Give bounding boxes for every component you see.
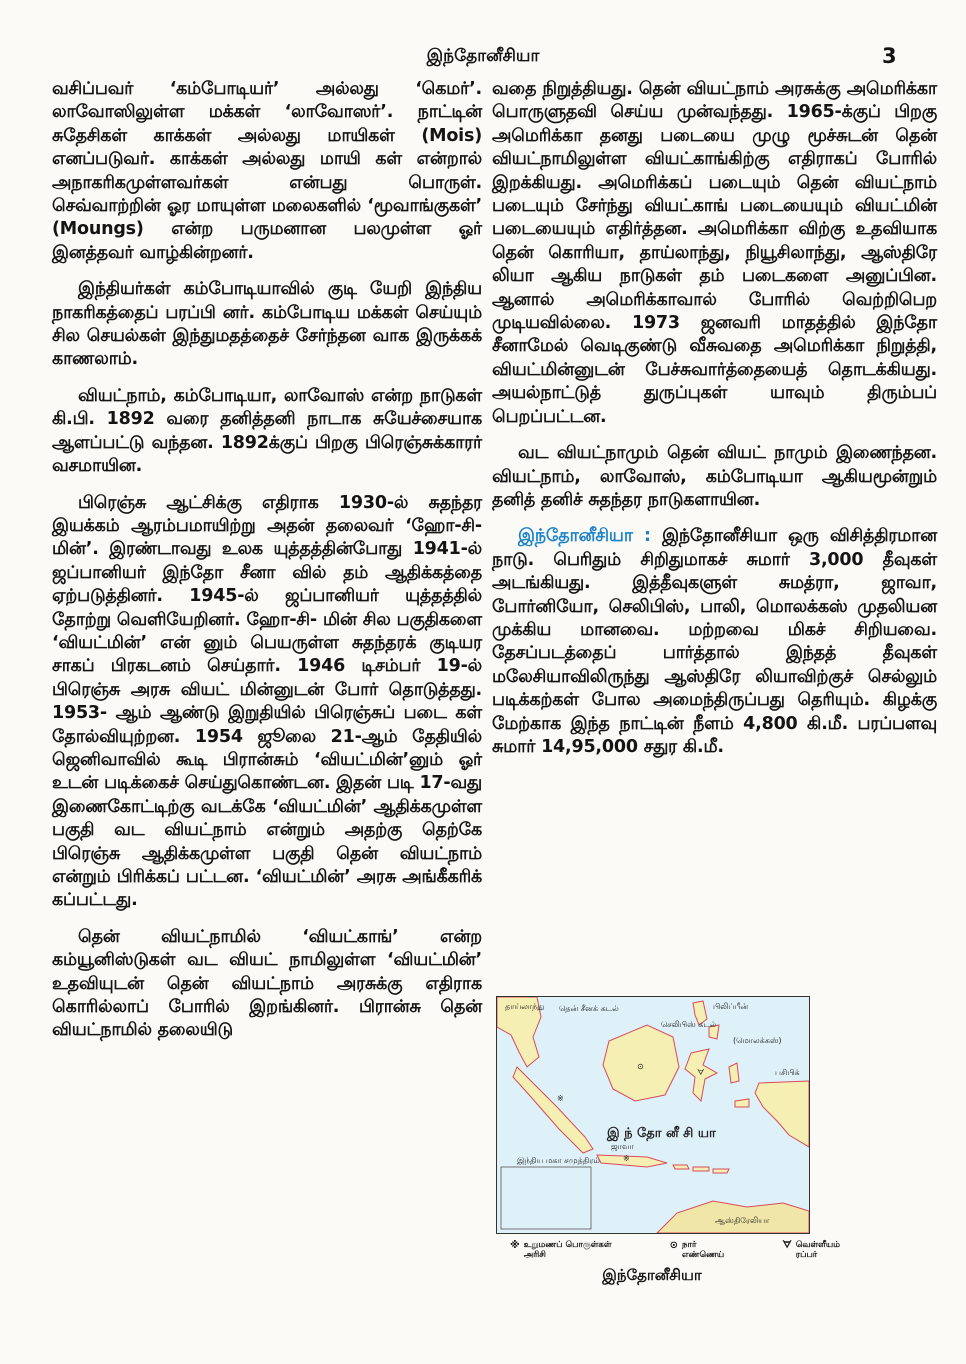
- legend-label: வெள்ளீயம் ரப்பர்: [795, 1240, 840, 1260]
- paragraph: வதை நிறுத்தியது. தென் வியட்நாம் அரசுக்கு அமெரிக்கா பொருளுதவி செய்ய முன்வந்தது. 1965-க்குப் பிறகு அமெரிக்கா தனது படையை முழு மூச்சுடன் தென் வியட்நாமிலுள்ள வியட்காங்கிற்கு எதிராகப் போரில் இறக்கியது. அமெரிக்கப் படையும் தென் வியட்நாம் படையும் சேர்ந்து வியட்காங் படையையும் வியட்மின் படையையும் எதிர்த்தன. அமெரிக்கா விற்கு உதவியாக தென் கொரியா, தாய்லாந்து, நியூசிலாந்து, ஆஸ்திரே லியா ஆகிய நாடுகள் தம் படைகளை அனுப்பின. ஆனால் அமெரிக்காவால் போரில் வெற்றிபெற முடியவில்லை. 1973 ஜனவரி மாதத்தில் இந்தோ சீனாமேல் வெடிகுண்டு வீசுவதை அமெரிக்கா நிறுத்தி, வியட்மின்னுடன் பேச்சுவார்த்தையைத் தொடக்கியது. அயல்நாட்டுத் துருப்புகள் யாவும் திரும்பப் பெறப்பட்டன.: [492, 79, 937, 427]
- paragraph: வியட்நாம், கம்போடியா, லாவோஸ் என்ற நாடுகள் கி.பி. 1892 வரை தனித்தனி நாடாக சுயேச்சையாக ஆளப்பட்டு வந்தன. 1892க்குப் பிறகு பிரெஞ்சுக்காரர் வசமாயின.: [52, 385, 482, 477]
- right-column: [492, 78, 937, 772]
- legend-item-fibre-oil: [670, 1240, 725, 1260]
- map-legend: [510, 1240, 840, 1260]
- map-caption: இந்தோனீசியா: [602, 1266, 702, 1284]
- fibre-oil-icon: ⊙: [669, 1240, 679, 1251]
- australia-label: ஆஸ்திரேலியா: [715, 1216, 770, 1225]
- spice-rice-icon: ※: [510, 1240, 520, 1251]
- left-column: [52, 78, 482, 1056]
- paragraph: தென் வியட்நாமில் ‘வியட்காங்’ என்ற கம்யூனிஸ்டுகள் வட வியட் நாமிலுள்ள ‘வியட்மின்’ உதவியுடன் தென் வியட்நாம் அரசுக்கு எதிராக கொரில்லாப் போரில் இறங்கினர். பிரான்சு தென் வியட்நாமில் தலையிடு: [52, 926, 482, 1041]
- resource-marker: ᗊ: [697, 1068, 705, 1077]
- paragraph: வசிப்பவர் ‘கம்போடியர்’ அல்லது ‘கெமர்’. லாவோஸிலுள்ள மக்கள் ‘லாவோஸர்’. நாட்டின் சுதேசிகள் காக்கள் அல்லது மாயிகள் (Mois) எனப்படுவர். காக்கள் அல்லது மாயி கள் என்றால் அநாகரிகமுள்ளவர்கள் என்பது பொருள். செவ்வாற்றின் ஓர மாயுள்ள மலைகளில் ‘மூவாங்குகள்’ (Moungs) என்ற பருமனான பலமுள்ள ஓர் இனத்தவர் வாழ்கின்றனர்.: [52, 79, 482, 263]
- indonesia-map: [496, 996, 810, 1234]
- legend-label: உறுமணப் பொருள்கள் அரிசி: [523, 1240, 612, 1260]
- philippines-label: பிலிப்பீன்: [713, 1002, 749, 1011]
- resource-marker: ※: [623, 1154, 630, 1163]
- tin-rubber-icon: ᗊ: [782, 1240, 792, 1251]
- thailand-label: தாய்லாந்து: [505, 1002, 545, 1011]
- south-china-sea-label: தென் சீனக் கடல்: [559, 1004, 619, 1013]
- resource-marker: ⊙: [637, 1062, 644, 1071]
- legend-item-tin-rubber: [782, 1240, 840, 1260]
- legend-label: நார் எண்ணெய்: [682, 1240, 725, 1260]
- indian-ocean-label: இந்திய மகா சமுத்திரம்: [517, 1156, 600, 1165]
- moluccas-label: (மொலக்கஸ்): [733, 1036, 782, 1045]
- map-graphic: [497, 997, 809, 1233]
- resource-marker: ※: [557, 1094, 564, 1103]
- page-number: 3: [882, 44, 897, 68]
- section-text: இந்தோனீசியா ஒரு விசித்திரமான நாடு. பெரிதும் சிறிதுமாகச் சுமார் 3,000 தீவுகள் அடங்கியது. இத்தீவுகளுள் சுமத்ரா, ஜாவா, போர்னியோ, செலிபிஸ், பாலி, மொலக்கஸ் முதலியன முக்கிய மானவை. மற்றவை மிகச் சிறியவை. தேசப்படத்தைப் பார்த்தால் இந்தத் தீவுகள் மலேசியாவிலிருந்து ஆஸ்திரே லியாவிற்குச் செல்லும் படிக்கற்கள் போல அமைந்திருப்பது தெரியும். கிழக்கு மேற்காக இந்த நாட்டின் நீளம் 4,800 கி.மீ. பரப்பளவு சுமார் 14,95,000 சதுர கி.மீ.: [492, 526, 938, 757]
- running-header: இந்தோனீசியா: [426, 46, 540, 66]
- indonesia-section: [492, 525, 937, 759]
- java-label: ஜாவா: [611, 1142, 634, 1151]
- section-heading: இந்தோனீசியா :: [518, 526, 651, 547]
- celebes-sea-label: செலிபிஸ் கடல்: [661, 1020, 717, 1029]
- legend-item-spices: [510, 1240, 612, 1260]
- paragraph: வட வியட்நாமும் தென் வியட் நாமும் இணைந்தன. வியட்நாம், லாவோஸ், கம்போடியா ஆகியமூன்றும் தனித் தனிச் சுதந்தர நாடுகளாயின.: [492, 443, 937, 510]
- paragraph: பிரெஞ்சு ஆட்சிக்கு எதிராக 1930-ல் சுதந்தர இயக்கம் ஆரம்பமாயிற்று அதன் தலைவர் ‘ஹோ-சி-மின்’. இரண்டாவது உலக யுத்தத்தின்போது 1941-ல் ஜப்பானியர் இந்தோ சீனா வில் தம் ஆதிக்கத்தை ஏற்படுத்தினர். 1945-ல் ஜப்பானியர் யுத்தத்தில் தோற்று வெளியேறினர். ஹோ-சி- மின் சில பகுதிகளை ‘வியட்மின்’ என் னும் பெயருள்ள சுதந்தரக் குடியர சாகப் பிரகடனம் செய்தார். 1946 டிசம்பர் 19-ல் பிரெஞ்சு அரசு வியட் மின்னுடன் போர் தொடுத்தது. 1953- ஆம் ஆண்டு இறுதியில் பிரெஞ்சுப் படை கள் தோல்வியுற்றன. 1954 ஜூலை 21-ஆம் தேதியில் ஜெனிவாவில் கூடி பிரான்சும் ‘வியட்மின்’னும் ஓர் உடன் படிக்கைச் செய்துகொண்டன. இதன் படி 17-வது இணைகோட்டிற்கு வடக்கே ‘வியட்மின்’ ஆதிக்கமுள்ள பகுதி வட வியட்நாம் என்றும் அதற்கு தெற்கே பிரெஞ்சு ஆதிக்கமுள்ள பகுதி தென் வியட்நாம் என்றும் பிரிக்கப் பட்டன. ‘வியட்மின்’ அரசு அங்கீகரிக் கப்பட்டது.: [52, 492, 482, 911]
- pacific-label: பசிபிக்: [775, 1068, 800, 1077]
- paragraph: இந்தியர்கள் கம்போடியாவில் குடி யேறி இந்திய நாகரிகத்தைப் பரப்பி னர். கம்போடிய மக்கள் செய்யும் சில செயல்கள் இந்துமதத்தைச் சேர்ந்தன வாக இருக்கக் காணலாம்.: [52, 279, 482, 370]
- indonesia-label: இ ந் தோ னீ சி யா: [607, 1126, 716, 1141]
